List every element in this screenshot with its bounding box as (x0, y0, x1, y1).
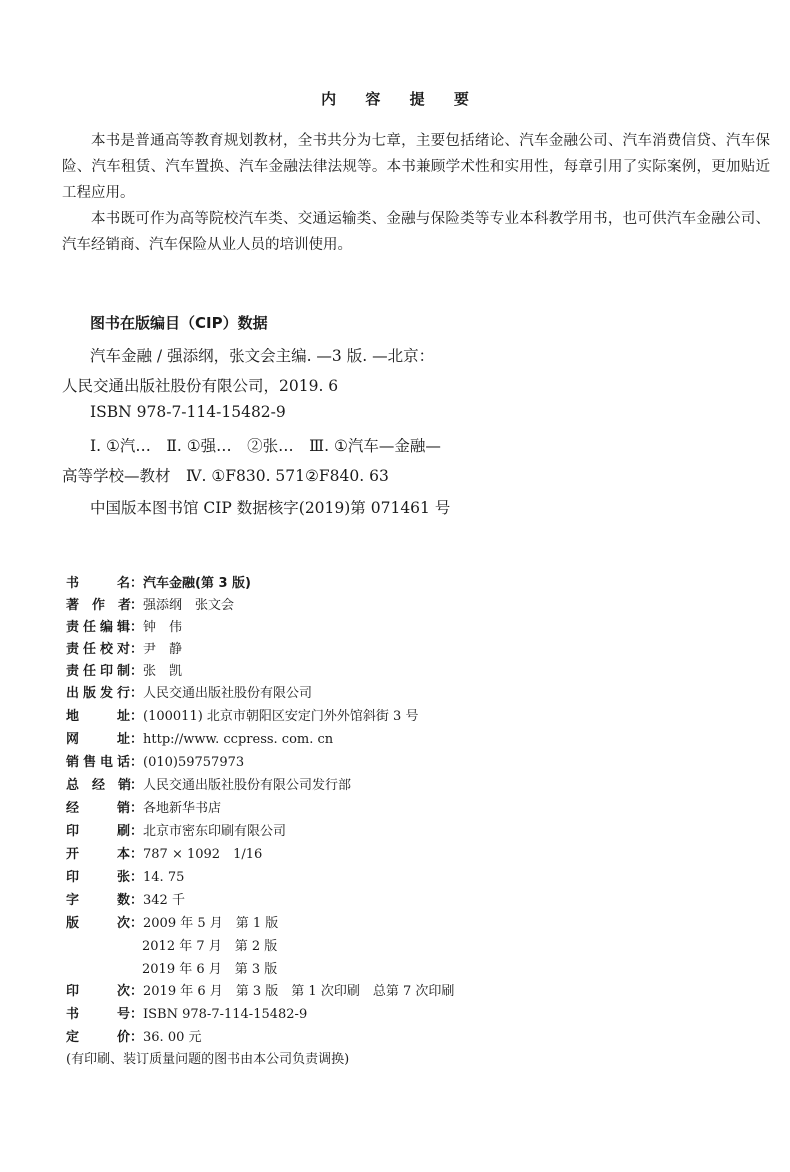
info-value: 北京市密东印刷有限公司 (143, 824, 287, 839)
cip-line-isbn: ISBN 978-7-114-15482-9 (90, 403, 286, 421)
summary-paragraph-2: 本书既可作为高等院校汽车类、交通运输类、金融与保险类等专业本科教学用书，也可供汽车金融公司、汽车经销商、汽车保险从业人员的培训使用。 (62, 211, 770, 253)
info-label: 书 名 (66, 576, 130, 591)
info-value: 2019 年 6 月 第 3 版 第 1 次印刷 总第 7 次印刷 (143, 984, 455, 999)
info-label: 开 本 (66, 847, 130, 862)
info-value: 36. 00 元 (143, 1030, 202, 1045)
info-row-sales-phone: 销售电话：(010)59757973 (66, 751, 244, 773)
info-value: 强添纲 张文会 (143, 598, 235, 613)
info-label: 定 价 (66, 1030, 130, 1045)
info-row-website: 网 址：http://www. ccpress. com. cn (66, 728, 333, 750)
info-row-format: 开 本：787 × 1092 1/16 (66, 843, 262, 865)
info-value: 14. 75 (143, 870, 185, 885)
info-value: 787 × 1092 1/16 (143, 847, 263, 862)
info-row-address: 地 址：(100011) 北京市朝阳区安定门外外馆斜街 3 号 (66, 705, 418, 727)
info-value: http://www. ccpress. com. cn (143, 732, 334, 747)
info-value: 钟 伟 (143, 620, 183, 635)
info-value: 人民交通出版社股份有限公司发行部 (143, 778, 352, 793)
info-label: 印 张 (66, 870, 130, 885)
info-label: 销售电话 (66, 755, 130, 770)
content-summary (62, 128, 770, 258)
info-row-price: 定 价：36. 00 元 (66, 1026, 202, 1048)
info-label: 责任校对 (66, 642, 130, 657)
cip-line-classification-2: 高等学校—教材 Ⅳ. ①F830. 571②F840. 63 (62, 467, 389, 485)
info-row-general-distributor: 总 经 销：人民交通出版社股份有限公司发行部 (66, 774, 351, 796)
info-value: 各地新华书店 (143, 801, 222, 816)
info-edition-continued-2: 2019 年 6 月 第 3 版 (142, 962, 278, 977)
info-row-impression: 印 次：2019 年 6 月 第 3 版 第 1 次印刷 总第 7 次印刷 (66, 980, 454, 1002)
info-row-sheets: 印 张：14. 75 (66, 866, 184, 888)
info-label: 地 址 (66, 709, 130, 724)
info-value: 342 千 (143, 893, 185, 908)
footer-note: (有印刷、装订质量问题的图书由本公司负责调换) (66, 1052, 350, 1067)
info-label: 书 号 (66, 1007, 130, 1022)
cip-line-title: 汽车金融 / 强添纲，张文会主编. —3 版. —北京： (90, 347, 435, 365)
info-row-distributor: 经 销：各地新华书店 (66, 797, 221, 819)
info-value: (100011) 北京市朝阳区安定门外外馆斜街 3 号 (143, 709, 419, 724)
info-label: 版 次 (66, 916, 130, 931)
info-row-word-count: 字 数：342 千 (66, 889, 185, 911)
summary-paragraph-1: 本书是普通高等教育规划教材，全书共分为七章，主要包括绪论、汽车金融公司、汽车消费信贷、汽车保险、汽车租赁、汽车置换、汽车金融法律法规等。本书兼顾学术性和实用性，每章引用了实际案例，更加贴近工程应用。 (62, 133, 770, 201)
cip-line-classification-1: Ⅰ. ①汽… Ⅱ. ①强… ②张… Ⅲ. ①汽车—金融— (90, 437, 441, 455)
info-value: 人民交通出版社股份有限公司 (143, 686, 313, 701)
info-row-printing-supervisor: 责任印制：张 凯 (66, 660, 182, 682)
info-label: 总 经 销 (66, 778, 132, 793)
info-value: ISBN 978-7-114-15482-9 (143, 1007, 308, 1022)
content-summary-title: 内 容 提 要 (321, 90, 481, 108)
info-value: 2009 年 5 月 第 1 版 (143, 916, 279, 931)
info-label: 印 刷 (66, 824, 130, 839)
info-label: 责任印制 (66, 664, 130, 679)
info-edition-continued-1: 2012 年 7 月 第 2 版 (142, 939, 278, 954)
cip-line-record-number: 中国版本图书馆 CIP 数据核字(2019)第 071461 号 (90, 499, 451, 517)
info-label: 著 作 者 (66, 598, 132, 613)
info-row-editor: 责任编辑：钟 伟 (66, 616, 182, 638)
info-value: 尹 静 (143, 642, 183, 657)
info-label: 责任编辑 (66, 620, 130, 635)
cip-line-publisher: 人民交通出版社股份有限公司，2019. 6 (62, 377, 339, 395)
info-row-proofreader: 责任校对：尹 静 (66, 638, 182, 660)
info-value: (010)59757973 (143, 755, 245, 770)
info-label: 经 销 (66, 801, 130, 816)
info-row-authors: 著 作 者：强添纲 张文会 (66, 594, 234, 616)
info-label: 出版发行 (66, 686, 130, 701)
cip-heading: 图书在版编目（CIP）数据 (90, 314, 268, 332)
info-value: 张 凯 (143, 664, 183, 679)
info-label: 字 数 (66, 893, 130, 908)
info-row-printer: 印 刷：北京市密东印刷有限公司 (66, 820, 286, 842)
info-row-isbn: 书 号：ISBN 978-7-114-15482-9 (66, 1003, 307, 1025)
info-label: 网 址 (66, 732, 130, 747)
info-label: 印 次 (66, 984, 130, 999)
info-row-publisher: 出版发行：人民交通出版社股份有限公司 (66, 682, 312, 704)
info-row-edition: 版 次：2009 年 5 月 第 1 版 (66, 912, 278, 934)
info-value: 汽车金融(第 3 版) (143, 576, 251, 591)
info-row-title: 书 名：汽车金融(第 3 版) (66, 572, 251, 594)
